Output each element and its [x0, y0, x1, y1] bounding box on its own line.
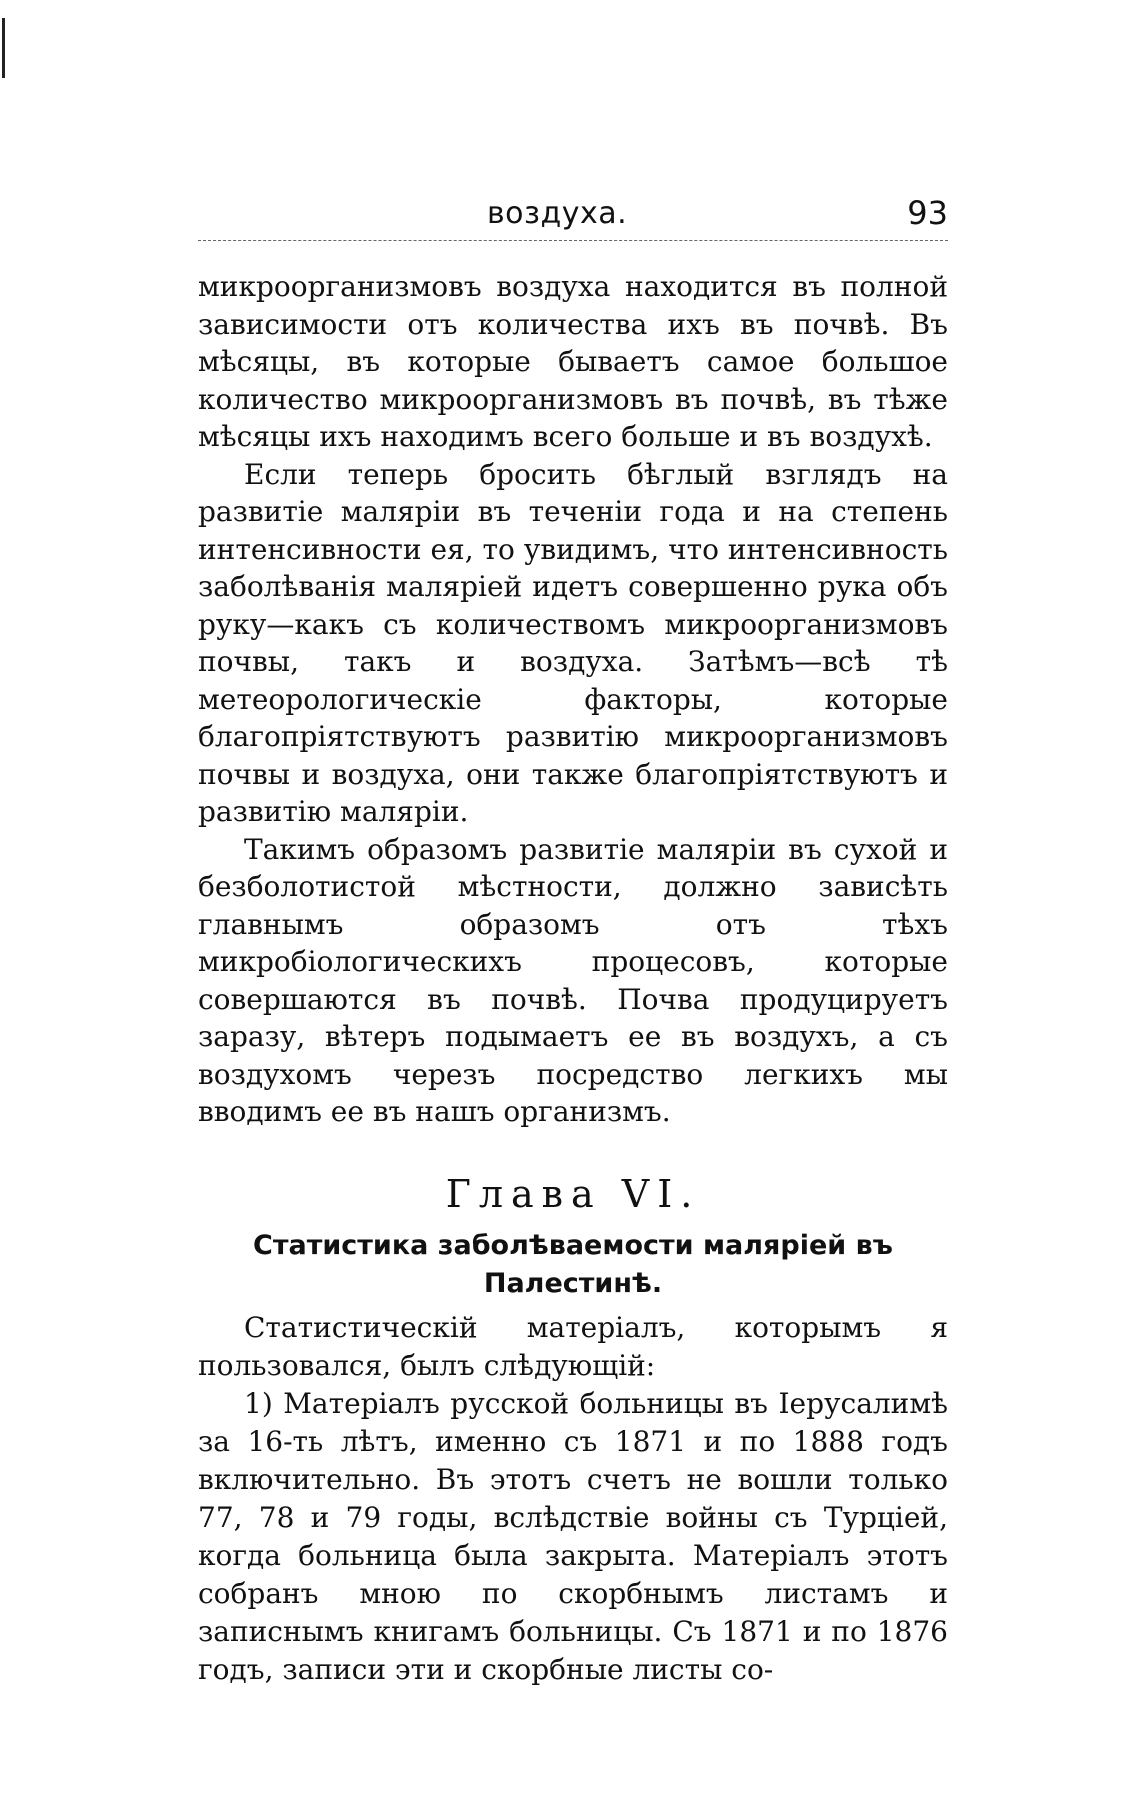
chapter-body — [198, 1309, 948, 1689]
page-number: 93 — [907, 194, 948, 232]
chapter-paragraph-1: Статистическій матеріалъ, которымъ я пользовался, былъ слѣдующій: — [198, 1310, 948, 1382]
body-text — [198, 268, 948, 1131]
paragraph-2: Если теперь бросить бѣглый взглядъ на развитіе маляріи въ теченіи года и на степень интенсивности ея, то увидимъ, что интенсивность заболѣванія маляріей идетъ совершенно рука объ руку—какъ съ количествомъ микроорганизмовъ почвы, такъ и воздуха. Затѣмъ—всѣ тѣ метеорологическіе факторы, которые благопріятствуютъ развитію микроорганизмовъ почвы и воздуха, они также благопріятствуютъ и развитію маляріи. — [198, 457, 948, 828]
book-page — [198, 196, 948, 1689]
running-header — [198, 196, 948, 234]
chapter-heading: Глава VI. — [445, 1171, 701, 1216]
running-title: воздуха. — [487, 196, 628, 231]
paragraph-3: Такимъ образомъ развитіе маляріи въ сухой и безболотистой мѣстности, должно зависѣть главнымъ образомъ отъ тѣхъ микробіологическихъ процесовъ, которые совершаются въ почвѣ. Почва продуцируетъ заразу, вѣтеръ подымаетъ ее въ воздухъ, а съ воздухомъ черезъ посредство легкихъ мы вводимъ ее въ нашъ организмъ. — [198, 832, 948, 1128]
header-rule — [198, 240, 948, 241]
chapter-subtitle: Статистика заболѣваемости маляріей въ Палестинѣ. — [253, 1229, 893, 1299]
paragraph-1: микроорганизмовъ воздуха находится въ полной зависимости отъ количества ихъ въ почвѣ. Въ мѣсяцы, въ которые бываетъ самое большое количество микроорганизмовъ въ почвѣ, въ тѣже мѣсяцы ихъ находимъ всего больше и въ воздухѣ. — [198, 270, 948, 453]
page-edge-mark — [2, 18, 5, 78]
chapter-paragraph-2: 1) Матеріалъ русской больницы въ Іерусалимѣ за 16-ть лѣтъ, именно съ 1871 и по 1888 годъ включительно. Въ этотъ счетъ не вошли только 77, 78 и 79 годы, вслѣдствіе войны съ Турціей, когда больница была закрыта. Матеріалъ этотъ собранъ мною по скорбнымъ листамъ и записнымъ книгамъ больницы. Съ 1871 и по 1876 годъ, записи эти и скорбные листы со- — [198, 1386, 948, 1686]
